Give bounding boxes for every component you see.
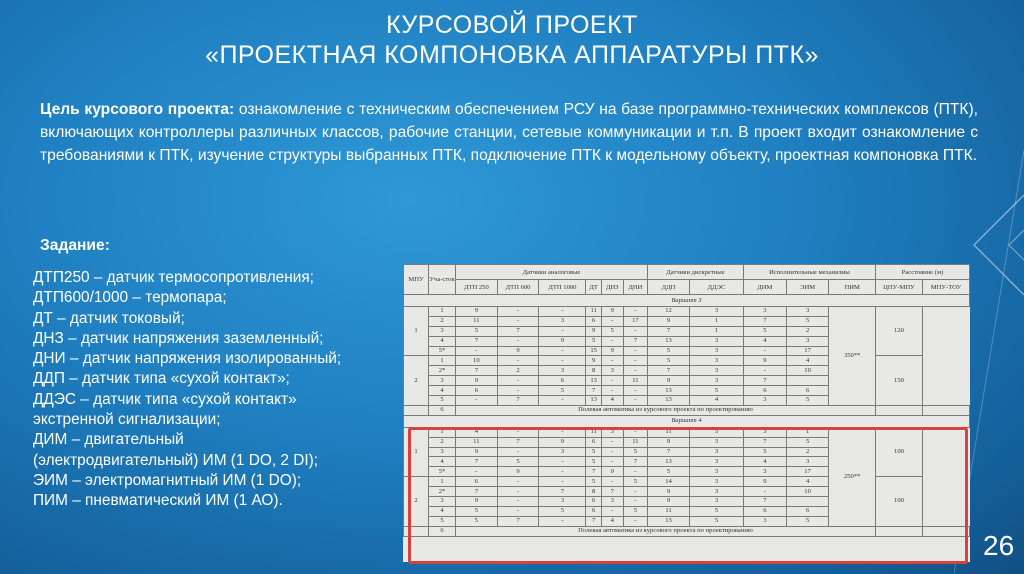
table-cell: 5 <box>539 506 586 516</box>
table-cell: 7 <box>743 316 786 326</box>
table-cell: 3 <box>786 336 829 346</box>
table-cell: 3 <box>539 447 586 457</box>
table-cell: 9 <box>456 497 498 507</box>
table-cell: 3 <box>690 336 744 346</box>
table-cell: 9 <box>539 336 586 346</box>
table-cell: 6 <box>786 386 829 396</box>
table-row <box>404 307 970 317</box>
table-cell: - <box>601 386 623 396</box>
table-cell: - <box>623 467 647 477</box>
table-cell: 5 <box>539 386 586 396</box>
table-cell: 9 <box>601 346 623 356</box>
table-cell: - <box>539 346 586 356</box>
table-cell: 6 <box>429 526 456 536</box>
table-cell: 1 <box>690 316 744 326</box>
header-discrete: Датчики дискретные <box>648 265 744 280</box>
table-cell: 7 <box>648 447 690 457</box>
table-cell: 7 <box>497 396 539 406</box>
col-header: ДТ <box>586 280 601 295</box>
table-cell: 13 <box>648 457 690 467</box>
table-cell: 9 <box>456 447 498 457</box>
table-cell: 11 <box>623 376 647 386</box>
table-cell: 6 <box>786 506 829 516</box>
table-cell: 9 <box>743 477 786 487</box>
table-cell: 5 <box>623 477 647 487</box>
table-cell: 5 <box>690 506 744 516</box>
field-automation-row: Полевая автоматика из курсового проекта по проектированию <box>456 405 876 415</box>
table-cell: 13 <box>648 336 690 346</box>
table-cell: - <box>623 356 647 366</box>
table-cell: 3 <box>690 497 744 507</box>
table-cell: 4 <box>786 356 829 366</box>
table-cell: - <box>497 307 539 317</box>
table-cell: - <box>497 316 539 326</box>
table-cell: 3 <box>690 447 744 457</box>
table-cell: 4 <box>429 506 456 516</box>
table-cell: 3 <box>743 467 786 477</box>
col-header: ПИМ <box>829 280 876 295</box>
table-cell: - <box>623 326 647 336</box>
table-cell: - <box>601 356 623 366</box>
header-exec: Исполнительные механизмы <box>743 265 875 280</box>
mpu-tou-distance: 150 <box>876 356 923 405</box>
table-cell: - <box>539 307 586 317</box>
table-cell: 4 <box>601 396 623 406</box>
table-cell: 3 <box>786 307 829 317</box>
table-cell: 17 <box>786 467 829 477</box>
table-cell: 6 <box>456 477 498 487</box>
table-cell: 3 <box>690 477 744 487</box>
table-cell: - <box>539 457 586 467</box>
table-cell: 7 <box>539 487 586 497</box>
table-cell: 5 <box>623 506 647 516</box>
table-cell: 5 <box>456 506 498 516</box>
table-cell: - <box>539 477 586 487</box>
table-cell: - <box>539 326 586 336</box>
table-cell: 3 <box>743 516 786 526</box>
slide-title <box>0 10 1024 70</box>
table-cell: 13 <box>586 396 601 406</box>
table-cell: 8 <box>586 366 601 376</box>
definitions-list <box>33 268 403 512</box>
table-cell: 3 <box>690 376 744 386</box>
table-cell: 3 <box>601 427 623 437</box>
table-cell: 13 <box>648 386 690 396</box>
table-cell: 7 <box>648 366 690 376</box>
table-cell: 4 <box>786 477 829 487</box>
table-cell: 5 <box>648 356 690 366</box>
table-cell: 5 <box>648 467 690 477</box>
table-cell: 3 <box>690 307 744 317</box>
table-cell: 17 <box>786 346 829 356</box>
page-number: 26 <box>983 530 1015 561</box>
table-cell: 7 <box>743 437 786 447</box>
table-cell: 3 <box>429 376 456 386</box>
table-cell: 6 <box>743 506 786 516</box>
table-cell: 5 <box>690 427 744 437</box>
variant-label: Вариант 4 <box>404 415 970 427</box>
table-cell: 5 <box>586 336 601 346</box>
table-cell: - <box>601 316 623 326</box>
table-cell: 5 <box>429 516 456 526</box>
table-cell: 9 <box>601 307 623 317</box>
table-cell: - <box>456 346 498 356</box>
table-cell: 7 <box>623 457 647 467</box>
table-cell: 5 <box>690 386 744 396</box>
table-cell: 2 <box>497 366 539 376</box>
table-cell: 4 <box>456 427 498 437</box>
table-cell: 9 <box>586 326 601 336</box>
goal-paragraph <box>40 98 978 167</box>
table-cell: - <box>539 427 586 437</box>
header-analog: Датчики аналоговые <box>456 265 648 280</box>
table-cell: 7 <box>456 336 498 346</box>
mpu-cell: 2 <box>404 356 429 405</box>
table-cell: - <box>539 396 586 406</box>
table-cell: 13 <box>586 376 601 386</box>
table-cell: 3 <box>690 487 744 497</box>
table-cell: 11 <box>623 437 647 447</box>
table-cell: 1 <box>429 427 456 437</box>
table-cell: 7 <box>456 366 498 376</box>
table-cell: 17 <box>623 316 647 326</box>
table-cell: 5 <box>456 326 498 336</box>
col-header: ДНИ <box>623 280 647 295</box>
table-cell: 9 <box>648 376 690 386</box>
table-row <box>404 405 970 415</box>
table-cell: 13 <box>648 516 690 526</box>
table-cell: 7 <box>648 326 690 336</box>
table-cell: 2* <box>429 487 456 497</box>
title-line-1: КУРСОВОЙ ПРОЕКТ <box>386 11 638 39</box>
cpu-mpu-distance: 350** <box>829 307 876 406</box>
table-cell: 5 <box>786 396 829 406</box>
field-automation-row: Полевая автоматика из курсового проекта по проектированию <box>456 526 876 536</box>
table-cell: 1 <box>429 356 456 366</box>
table-cell: 4 <box>690 396 744 406</box>
table-cell: 9 <box>586 356 601 366</box>
table-cell: 7 <box>586 516 601 526</box>
table-cell: - <box>497 487 539 497</box>
definition-item: ДНИ – датчик напряжения изолированный; <box>33 350 342 368</box>
table-cell: 3 <box>743 396 786 406</box>
table-cell: - <box>623 487 647 497</box>
table-cell: 3 <box>539 366 586 376</box>
header-uchastok: Уча-сток <box>429 265 456 295</box>
table-cell: - <box>743 366 786 376</box>
table-cell: - <box>539 467 586 477</box>
table-cell: 3 <box>601 497 623 507</box>
table-cell: - <box>497 376 539 386</box>
col-header: ДТП 1000 <box>539 280 586 295</box>
table-cell: 5 <box>429 396 456 406</box>
table-cell: - <box>497 356 539 366</box>
definition-item: ДИМ – двигательный <box>33 431 184 449</box>
table-cell: 7 <box>601 487 623 497</box>
header-distance: Расстояние (м) <box>876 265 970 280</box>
table-cell: - <box>623 307 647 317</box>
table-cell: 5 <box>601 326 623 336</box>
table-cell: 6 <box>586 506 601 516</box>
table-cell: 6 <box>586 497 601 507</box>
table-cell: 9 <box>648 437 690 447</box>
mpu-cell: 1 <box>404 427 429 476</box>
cpu-mpu-distance: 250** <box>829 427 876 526</box>
table-cell: 3 <box>539 497 586 507</box>
table-cell: - <box>497 497 539 507</box>
table-cell: 5* <box>429 346 456 356</box>
table-cell: - <box>623 396 647 406</box>
definition-item: ДДП – датчик типа «сухой контакт»; <box>33 370 290 388</box>
table-cell: 11 <box>456 437 498 447</box>
table-cell: 11 <box>586 427 601 437</box>
header-mpu: МПУ <box>404 265 429 295</box>
table-cell: 3 <box>539 316 586 326</box>
table-cell: - <box>623 386 647 396</box>
table-cell: 6 <box>586 437 601 447</box>
table-cell: 7 <box>623 336 647 346</box>
table-cell: - <box>743 487 786 497</box>
table-cell: 2 <box>786 326 829 336</box>
table-cell: 4 <box>743 457 786 467</box>
table-cell: 4 <box>429 457 456 467</box>
table-cell: 7 <box>456 457 498 467</box>
table-cell: 2* <box>429 366 456 376</box>
mpu-tou-distance: 100 <box>876 477 923 526</box>
table-cell: 9 <box>456 307 498 317</box>
table-cell: 5 <box>743 447 786 457</box>
table-row <box>404 356 970 366</box>
col-header: ДТП 250 <box>456 280 498 295</box>
table-cell: 3 <box>690 437 744 447</box>
table-cell: 6 <box>743 386 786 396</box>
table-cell: 9 <box>497 346 539 356</box>
table-cell: 10 <box>786 487 829 497</box>
variant-3-body <box>404 295 970 416</box>
table-cell: 9 <box>648 487 690 497</box>
table-cell: 9 <box>456 376 498 386</box>
table-cell: 4 <box>429 336 456 346</box>
table-cell: 5* <box>429 467 456 477</box>
table-cell: 9 <box>539 437 586 447</box>
table-cell: - <box>497 386 539 396</box>
table-cell <box>786 376 829 386</box>
col-header: ДНЗ <box>601 280 623 295</box>
table-cell: 1 <box>786 427 829 437</box>
table-cell: 7 <box>497 437 539 447</box>
table-cell: 1 <box>690 326 744 336</box>
table-cell: 3 <box>429 326 456 336</box>
table-cell: 6 <box>456 386 498 396</box>
table-cell: 9 <box>648 497 690 507</box>
table-cell: 9 <box>743 356 786 366</box>
table-cell: 13 <box>648 396 690 406</box>
table-cell: 14 <box>648 477 690 487</box>
table-cell: 1 <box>429 307 456 317</box>
table-cell: 7 <box>743 497 786 507</box>
table-cell: 5 <box>586 477 601 487</box>
table-cell: 6 <box>429 405 456 415</box>
table-cell: 7 <box>586 386 601 396</box>
table-cell: 3 <box>786 457 829 467</box>
table-cell: 6 <box>539 376 586 386</box>
definition-item: ДТ – датчик токовый; <box>33 309 185 327</box>
table-cell: 5 <box>497 457 539 467</box>
table-cell: - <box>497 447 539 457</box>
table-cell: 5 <box>690 516 744 526</box>
table-cell: - <box>623 366 647 376</box>
table-cell: 15 <box>586 346 601 356</box>
table-cell: 7 <box>456 487 498 497</box>
table-cell: 4 <box>743 336 786 346</box>
task-heading: Задание: <box>40 237 110 254</box>
table-cell: 5 <box>586 447 601 457</box>
table-cell: 3 <box>690 366 744 376</box>
col-header: ДИМ <box>743 280 786 295</box>
table-cell: - <box>601 477 623 487</box>
col-header: ЭИМ <box>786 280 829 295</box>
mpu-cell: 1 <box>404 307 429 356</box>
table-cell: 2 <box>429 316 456 326</box>
col-header: МПУ-ТОУ <box>923 280 970 295</box>
title-line-2: «ПРОЕКТНАЯ КОМПОНОВКА АППАРАТУРЫ ПТК» <box>205 41 819 69</box>
table-cell: 9 <box>648 316 690 326</box>
table-cell: - <box>601 457 623 467</box>
table-cell: 2 <box>786 447 829 457</box>
table-cell: - <box>497 477 539 487</box>
table-cell: - <box>456 396 498 406</box>
table-cell: 7 <box>497 326 539 336</box>
table-cell: - <box>497 427 539 437</box>
table-cell: 12 <box>648 307 690 317</box>
col-header: ДТП 600 <box>497 280 539 295</box>
definition-item: (электродвигательный) ИМ (1 DO, 2 DI); <box>33 451 319 469</box>
table-cell: - <box>601 506 623 516</box>
table-cell: 5 <box>648 346 690 356</box>
table-cell: 2 <box>429 437 456 447</box>
table-cell: - <box>539 356 586 366</box>
definition-item: ДНЗ – датчик напряжения заземленный; <box>33 329 324 347</box>
table-cell: - <box>601 447 623 457</box>
table-cell: 3 <box>690 457 744 467</box>
table-cell: 8 <box>586 487 601 497</box>
table-cell: 6 <box>586 316 601 326</box>
table-cell: 3 <box>690 346 744 356</box>
table-cell: 5 <box>743 326 786 336</box>
table-cell: 3 <box>690 467 744 477</box>
table-cell: - <box>623 346 647 356</box>
table-cell: - <box>601 437 623 447</box>
table-cell: - <box>623 516 647 526</box>
table-cell: 3 <box>429 497 456 507</box>
table-cell: 10 <box>456 356 498 366</box>
table-cell: 5 <box>586 457 601 467</box>
goal-text: ознакомление с техническим обеспечением РСУ на базе программно-технических комплексов (ПТК), включающих контроллеры различных классов, рабочие станции, сетевые коммуникации и т.п. В проект входит ознакомление с требованиями к ПТК, изучение структуры выбранных ПТК, подключение ПТК к модельному объекту, проектная компоновка ПТК. <box>40 101 978 164</box>
col-header: ДДП <box>648 280 690 295</box>
table-cell: 5 <box>786 316 829 326</box>
table-cell: - <box>497 336 539 346</box>
goal-label: Цель курсового проекта: <box>40 101 235 118</box>
table-cell: 4 <box>429 386 456 396</box>
table-cell: - <box>456 467 498 477</box>
table-cell: 1 <box>429 477 456 487</box>
table-cell: 3 <box>429 447 456 457</box>
definition-item: экстренной сигнализации; <box>33 411 221 429</box>
table-cell: 9 <box>497 467 539 477</box>
table-cell: - <box>623 427 647 437</box>
table-cell: 11 <box>648 506 690 516</box>
definition-item: ДТП250 – датчик термосопротивления; <box>33 269 314 286</box>
definition-item: ЭИМ – электромагнитный ИМ (1 DO); <box>33 471 302 489</box>
table-cell: - <box>623 497 647 507</box>
table-cell: - <box>743 346 786 356</box>
table-cell: - <box>539 516 586 526</box>
table-cell: - <box>601 336 623 346</box>
mpu-tou-distance: 100 <box>876 427 923 476</box>
table-cell: 7 <box>586 467 601 477</box>
table-cell: 5 <box>456 516 498 526</box>
table-cell: 11 <box>456 316 498 326</box>
col-header: ДДЭС <box>690 280 744 295</box>
variant-label: Вариант 3 <box>404 295 970 307</box>
definition-item: ПИМ – пневматический ИМ (1 АО). <box>33 492 283 510</box>
table-cell: 5 <box>786 516 829 526</box>
table-cell: 5 <box>786 437 829 447</box>
table-cell: 11 <box>586 307 601 317</box>
table-cell: 9 <box>601 467 623 477</box>
variant-4-highlight-frame <box>408 427 968 564</box>
table-cell: 4 <box>601 516 623 526</box>
table-cell: 7 <box>497 516 539 526</box>
mpu-tou-distance: 120 <box>876 307 923 356</box>
table-cell: - <box>601 376 623 386</box>
table-cell: 5 <box>623 447 647 457</box>
table-cell: 3 <box>690 356 744 366</box>
table-cell: 11 <box>648 427 690 437</box>
table-cell: 3 <box>601 366 623 376</box>
mpu-cell: 2 <box>404 477 429 526</box>
table-cell: 10 <box>786 366 829 376</box>
table-cell: 3 <box>743 307 786 317</box>
table-cell: - <box>497 506 539 516</box>
col-header: ЦПУ-МПУ <box>876 280 923 295</box>
table-cell: 7 <box>743 376 786 386</box>
definition-item: ДТП600/1000 – термопара; <box>33 289 227 307</box>
definition-item: ДДЭС – датчик типа «сухой контакт» <box>33 390 297 408</box>
table-cell: 3 <box>743 427 786 437</box>
